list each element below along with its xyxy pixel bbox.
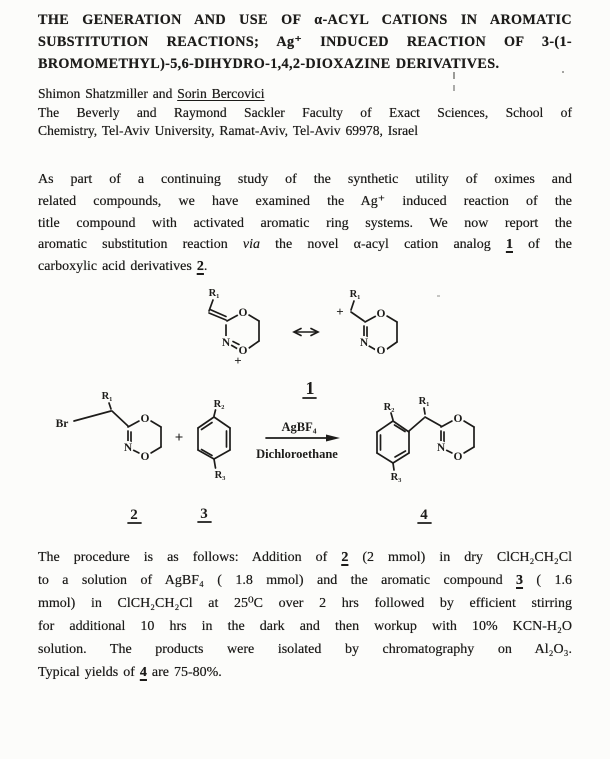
- r3-substituent-label: R₃: [390, 472, 402, 483]
- r1-substituent-label: R₁: [101, 391, 113, 402]
- title-line-3: BROMOMETHYL)-5,6-DIHYDRO-1,4,2-DIOXAZINE DERIVATIVES.: [38, 56, 500, 72]
- r1-substituent-label: R₁: [418, 396, 430, 407]
- r1-substituent-label: R₁: [349, 289, 361, 300]
- compound-4-label: [418, 507, 431, 523]
- plus-sign-between-reactants: +: [174, 430, 184, 446]
- procedure-text: ( 1.6: [523, 573, 572, 588]
- procedure-line-6: [38, 661, 572, 684]
- structure-2-bromomethyl-dioxazine: [56, 391, 161, 463]
- svg-text:4: 4: [420, 507, 428, 523]
- compound-2-reference: 2: [196, 259, 204, 275]
- compound-1-label: [303, 378, 316, 398]
- abstract-line-2: related compounds, we have examined the Ag⁺ induced reaction of the: [38, 193, 572, 209]
- solvent-label: Dichloroethane: [256, 447, 338, 461]
- scan-artifact: [453, 72, 455, 79]
- compound-2-label: [128, 507, 141, 523]
- resonance-arrow: [294, 329, 318, 336]
- authors-line: [38, 85, 572, 104]
- procedure-text: The procedure is as follows: Addition of: [38, 550, 342, 565]
- procedure-line-1: [38, 546, 572, 569]
- abstract-text: the novel α-acyl cation analog: [259, 237, 506, 253]
- oxygen-atom-label: O: [140, 451, 150, 463]
- abstract-text: of the: [512, 237, 573, 253]
- structure-1-carbocation-form: [336, 289, 397, 357]
- oxygen-atom-label: O: [140, 413, 150, 425]
- procedure-line-5: solution. The products were isolated by chromatography on Al₂O₃.: [38, 642, 572, 657]
- svg-text:2: 2: [130, 507, 138, 523]
- procedure-text: (2 mmol) in dry ClCH₂CH₂Cl: [348, 550, 572, 565]
- abstract-line-4: [38, 234, 572, 256]
- author-sorin-bercovici: Sorin Bercovici: [177, 86, 265, 101]
- affiliation-line-2: Chemistry, Tel-Aviv University, Ramat-Aviv, Tel-Aviv 69978, Israel: [38, 123, 418, 139]
- oxygen-atom-label: O: [453, 413, 463, 425]
- abstract-text: aromatic substitution reaction: [38, 237, 243, 253]
- r2-substituent-label: R₂: [383, 402, 395, 413]
- title-line-1: THE GENERATION AND USE OF α-ACYL CATIONS IN AROMATIC: [38, 12, 572, 28]
- compound-3-label: [198, 506, 211, 522]
- nitrogen-atom-label: N: [221, 337, 231, 349]
- compound-4-reference: 4: [139, 665, 147, 680]
- abstract-line-3: title compound with activated aromatic ring systems. We now report the: [38, 215, 572, 231]
- title-line-2: SUBSTITUTION REACTIONS; Ag⁺ INDUCED REACTION OF 3-(1-: [38, 34, 572, 50]
- scan-artifact: [453, 85, 455, 91]
- positive-charge-label: +: [234, 353, 242, 368]
- scan-artifact: [562, 71, 564, 73]
- r1-substituent-label: R₁: [208, 288, 220, 299]
- nitrogen-atom-label: N: [123, 442, 133, 454]
- abstract-line-1: As part of a continuing study of the synthetic utility of oximes and: [38, 172, 572, 187]
- procedure-text: Typical yields of: [38, 665, 140, 680]
- compound-3-reference: 3: [516, 573, 524, 588]
- author-shimon-shatzmiller: Shimon Shatzmiller and: [38, 86, 178, 101]
- byline-block: [38, 85, 572, 141]
- bromine-atom-label: Br: [55, 418, 69, 430]
- reaction-arrow: [256, 420, 340, 461]
- procedure-line-3: mmol) in ClCH₂CH₂Cl at 25⁰C over 2 hrs followed by efficient stirring: [38, 596, 572, 611]
- r2-substituent-label: R₂: [213, 399, 225, 410]
- nitrogen-atom-label: N: [436, 442, 446, 454]
- structure-4-product: [377, 396, 474, 483]
- compound-2-reference: 2: [341, 550, 349, 565]
- structure-1-oxocarbenium-form: [209, 288, 259, 368]
- oxygen-atom-label: O: [453, 451, 463, 463]
- oxygen-atom-label: O: [238, 345, 248, 357]
- r3-substituent-label: R₃: [214, 470, 226, 481]
- svg-text:1: 1: [305, 378, 315, 398]
- nitrogen-atom-label: N: [359, 337, 369, 349]
- reagent-label: AgBF₄: [281, 420, 317, 434]
- abstract-paragraph: [38, 169, 572, 278]
- compound-1-reference: 1: [505, 237, 513, 253]
- procedure-text: to a solution of AgBF₄ ( 1.8 mmol) and the aromatic compound: [38, 573, 517, 588]
- paper-title: [38, 9, 572, 75]
- affiliation-line-1: The Beverly and Raymond Sackler Faculty of Exact Sciences, School of: [38, 104, 572, 120]
- abstract-line-5: [38, 256, 572, 278]
- scan-artifact: [437, 295, 440, 297]
- procedure-line-2: [38, 569, 572, 592]
- positive-charge-label: +: [336, 304, 344, 319]
- oxygen-atom-label: O: [238, 307, 248, 319]
- reaction-schemes: [0, 280, 610, 530]
- oxygen-atom-label: O: [376, 345, 386, 357]
- via-italic: via: [242, 237, 260, 253]
- structure-3-aromatic-compound: [198, 399, 230, 481]
- procedure-line-4: for additional 10 hrs in the dark and then workup with 10% KCN-H₂O: [38, 619, 572, 634]
- arrowhead: [326, 435, 340, 442]
- abstract-text: carboxylic acid derivatives: [38, 259, 197, 275]
- procedure-paragraph: [38, 546, 572, 684]
- abstract-text: .: [203, 259, 208, 275]
- procedure-text: are 75-80%.: [146, 665, 222, 680]
- svg-text:3: 3: [200, 506, 208, 522]
- oxygen-atom-label: O: [376, 308, 386, 320]
